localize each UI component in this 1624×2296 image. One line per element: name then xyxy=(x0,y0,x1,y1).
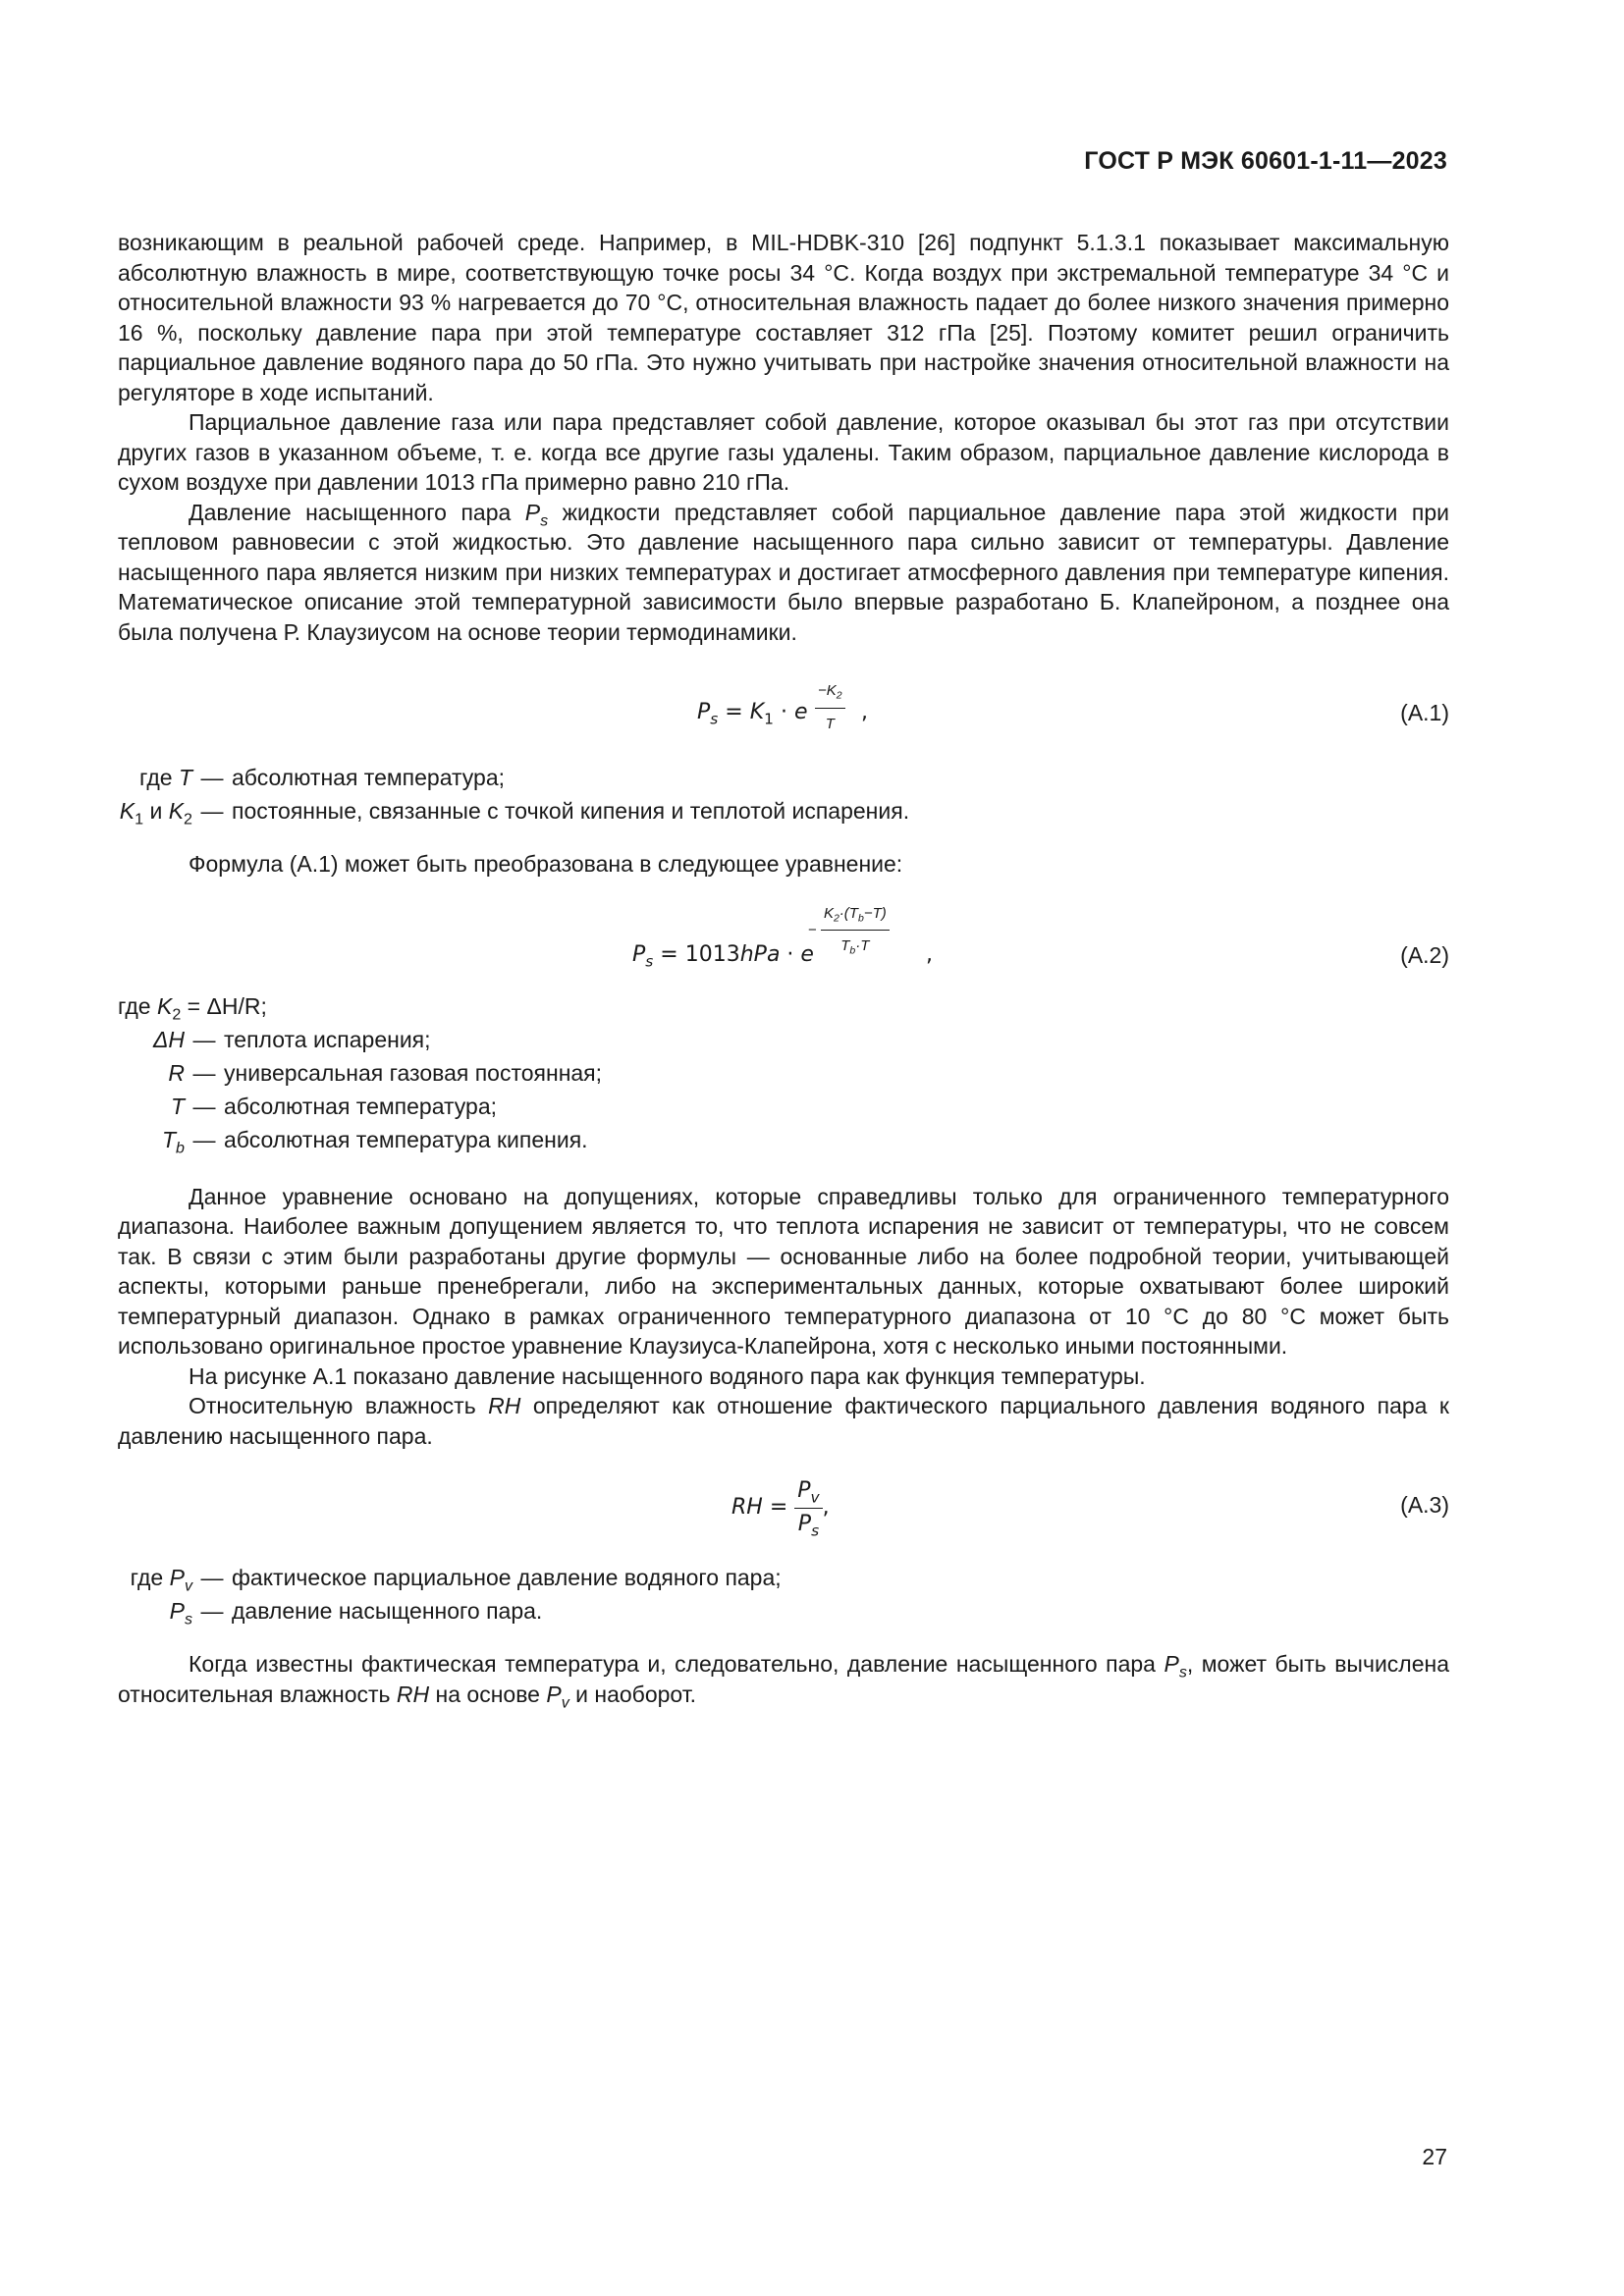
em-dash: — xyxy=(200,1598,224,1624)
paragraph xyxy=(118,1649,1449,1712)
symbol: T xyxy=(872,904,882,922)
em-dash: — xyxy=(192,1059,216,1086)
where-description: давление насыщенного пара. xyxy=(232,1598,543,1624)
symbol: P xyxy=(169,1565,185,1590)
symbol-subscript: b xyxy=(857,912,864,925)
paragraph-text: определяют как отношение фактического парциального давления водяного пара к давлению насыщенного пара. xyxy=(118,1393,1449,1449)
number: 1013 xyxy=(684,941,740,967)
where-description: постоянные, связанные с точкой кипения и теплотой испарения. xyxy=(232,798,910,824)
paragraph-text: жидкости представляет собой парциальное давление пара этой жидкости при тепловом равновесии с этой жидкостью. Это давление насыщенного пара сильно зависит от температуры. Давление насыщенного пара является низким при низких температурах и достигает атмосферного давления при температуре кипения. Математическое описание этой температурной зависимости было впервые разработано Б. Клапейроном, а позднее она была получена Р. Клаузиусом на основе теории термодинамики. xyxy=(118,499,1449,645)
em-dash: — xyxy=(192,1126,216,1152)
symbol: e xyxy=(800,941,814,967)
where-label xyxy=(118,761,192,794)
operator: = xyxy=(762,1494,795,1520)
equation-trail: , xyxy=(926,941,933,967)
operator: · xyxy=(773,700,794,724)
symbol-subscript: 1 xyxy=(764,710,774,728)
where-row xyxy=(118,1090,1449,1123)
symbol-subscript: 2 xyxy=(172,1005,182,1024)
equation-number: (A.3) xyxy=(1400,1492,1449,1518)
operator: · xyxy=(780,941,801,967)
fraction-numerator xyxy=(794,1476,822,1509)
symbol: K xyxy=(156,992,173,1019)
equation-a1-body xyxy=(697,698,808,728)
equation-trail: , xyxy=(822,1494,830,1520)
symbol: P xyxy=(697,700,711,724)
operator: · xyxy=(855,937,861,954)
em-dash: — xyxy=(200,1565,224,1590)
equation-number: (A.1) xyxy=(1400,700,1449,725)
document-header: ГОСТ Р МЭК 60601-1-11—2023 xyxy=(1084,147,1447,175)
where-label xyxy=(118,1594,192,1628)
operator: = xyxy=(653,941,685,967)
em-dash: — xyxy=(200,798,224,824)
operator: ·( xyxy=(839,904,849,922)
operator: ) xyxy=(881,904,887,922)
symbol-subscript: s xyxy=(811,1521,820,1539)
page-body xyxy=(118,228,1449,1712)
where-label: $K_1$ и $K_2$ xyxy=(119,798,192,828)
page-number: 27 xyxy=(1422,2144,1447,2169)
where-row xyxy=(118,761,1449,794)
symbol-subscript: s xyxy=(540,511,549,530)
where-description: теплота испарения; xyxy=(224,1026,431,1052)
paragraph: возникающим в реальной рабочей среде. Например, в MIL-HDBK-310 [26] подпункт 5.1.3.1 показывает максимальную абсолютную влажность в мире, соответствующую точке росы 34 °C. Когда воздух при экстремальной температуре 34 °C и относительной влажности 93 % нагревается до 70 °C, относительная влажность падает до более низкого значения примерно 16 %, поскольку давление пара при этой температуре составляет 312 гПа [25]. Поэтому комитет решил ограничить парциальное давление водяного пара до 50 гПа. Это нужно учитывать при настройке значения относительной влажности на регуляторе в ходе испытаний. xyxy=(118,230,1449,405)
equation-a1-exponent xyxy=(815,676,845,739)
where-description: фактическое парциальное давление водяного пара; xyxy=(232,1565,782,1590)
symbol: P xyxy=(546,1681,562,1707)
where-label: R xyxy=(168,1059,185,1086)
symbol: K xyxy=(119,798,135,824)
paragraph-text: Относительную влажность xyxy=(189,1393,489,1418)
symbol-subscript: s xyxy=(1178,1663,1187,1682)
symbol: P xyxy=(632,941,646,967)
symbol: P xyxy=(169,1598,185,1624)
where-row xyxy=(118,794,1449,828)
symbol-subscript: s xyxy=(645,951,654,970)
symbol: K xyxy=(823,904,834,922)
symbol: e xyxy=(793,700,808,724)
fraction xyxy=(815,676,845,739)
paragraph-text: Когда известны фактическая температура и, следовательно, давление насыщенного пара xyxy=(189,1651,1164,1677)
symbol: T xyxy=(161,1126,177,1152)
where-lead: где xyxy=(138,765,179,790)
operator: − xyxy=(808,921,817,938)
paragraph: Формула (А.1) может быть преобразована в следующее уравнение: xyxy=(189,851,903,877)
where-description: универсальная газовая постоянная; xyxy=(224,1059,603,1086)
where-description: абсолютная температура; xyxy=(224,1093,497,1119)
where-list-a1 xyxy=(118,761,1449,828)
paragraph-text: на основе xyxy=(429,1681,547,1707)
em-dash: — xyxy=(192,1093,216,1119)
symbol: P xyxy=(797,1511,812,1536)
equation-a3 xyxy=(118,1451,1449,1561)
symbol: T xyxy=(178,765,192,790)
paragraph-text: Давление насыщенного пара xyxy=(189,499,525,525)
symbol-subscript: 2 xyxy=(836,689,842,702)
fraction-numerator xyxy=(821,899,890,932)
operator: = xyxy=(718,700,750,724)
equation-a2-body xyxy=(632,940,814,971)
where-list-a3 xyxy=(118,1561,1449,1628)
operator: − xyxy=(818,682,827,699)
equation-a1 xyxy=(118,647,1449,745)
fraction-denominator xyxy=(821,931,890,962)
symbol-subscript: 2 xyxy=(184,810,192,828)
symbol: K xyxy=(168,798,185,824)
symbol-subscript: b xyxy=(176,1139,185,1157)
where-list-a2 xyxy=(118,989,1449,1156)
where-row xyxy=(118,1056,1449,1090)
where-description: абсолютная температура кипения. xyxy=(224,1126,588,1152)
symbol: K xyxy=(749,700,765,724)
where-lead: где xyxy=(118,992,157,1019)
where-definition: = ΔH/R; xyxy=(181,992,267,1019)
equation-a2 xyxy=(118,880,1449,982)
paragraph: Данное уравнение основано на допущениях, которые справедливы только для ограниченного температурного диапазона. Наиболее важным допущением является то, что теплота испарения не зависит от температуры, что не совсем так. В связи с этим были разработаны другие формулы — основанные либо на более подробной теории, учитывающей аспекты, которыми раньше пренебрегали, либо на экспериментальных данных, которые охватывают более широкий температурный диапазон. Однако в рамках ограниченного температурного диапазона от 10 °C до 80 °C может быть использовано оригинальное простое уравнение Клаузиуса-Клапейрона, хотя с несколько иными постоянными. xyxy=(118,1183,1449,1359)
paragraph: Парциальное давление газа или пара представляет собой давление, которое оказывал бы этот газ при отсутствии других газов в указанном объеме, т. е. когда все другие газы удалены. Таким образом, парциальное давление кислорода в сухом воздухе при давлении 1013 гПа примерно равно 210 гПа. xyxy=(118,409,1449,495)
symbol-subscript: s xyxy=(710,710,719,728)
where-row xyxy=(118,1123,1449,1156)
symbol: RH xyxy=(396,1681,430,1707)
where-row xyxy=(118,989,1449,1023)
unit: hPa xyxy=(739,941,781,967)
paragraph: На рисунке А.1 показано давление насыщенного водяного пара как функция температуры. xyxy=(189,1362,1146,1389)
symbol: RH xyxy=(488,1393,521,1418)
symbol: K xyxy=(826,682,837,699)
where-label: T xyxy=(170,1093,185,1119)
symbol: P xyxy=(1164,1651,1179,1677)
fraction xyxy=(794,1476,822,1539)
fraction-denominator xyxy=(794,1509,822,1540)
where-row xyxy=(118,1561,1449,1594)
symbol-subscript: 2 xyxy=(833,912,839,925)
equation-number: (A.2) xyxy=(1400,941,1449,968)
where-lead: где xyxy=(130,1565,170,1590)
symbol: T xyxy=(840,937,850,954)
symbol: P xyxy=(524,499,541,525)
symbol-subscript: s xyxy=(184,1610,192,1629)
equation-trail: , xyxy=(861,700,868,724)
symbol-subscript: v xyxy=(184,1576,192,1595)
symbol: P xyxy=(797,1478,811,1503)
paragraph-text: и наоборот. xyxy=(568,1681,697,1707)
equation-a3-body xyxy=(731,1476,830,1539)
symbol-subscript: v xyxy=(810,1488,820,1507)
where-row xyxy=(118,1023,1449,1056)
fraction-numerator xyxy=(815,676,845,709)
em-dash: — xyxy=(200,765,224,790)
symbol-subscript: b xyxy=(849,944,856,957)
symbol: RH xyxy=(731,1494,763,1520)
em-dash: — xyxy=(192,1026,216,1052)
symbol-subscript: v xyxy=(561,1693,569,1712)
where-label xyxy=(118,1561,192,1594)
symbol: T xyxy=(848,904,858,922)
equation-a2-exponent xyxy=(808,899,890,962)
where-label xyxy=(118,989,267,1023)
where-label xyxy=(118,1123,185,1156)
fraction xyxy=(821,899,890,962)
paragraph-text: , может быть вычислена относительная влажность xyxy=(118,1651,1449,1707)
where-row xyxy=(118,1594,1449,1628)
where-description: абсолютная температура; xyxy=(232,765,505,790)
paragraph xyxy=(118,1391,1449,1451)
paragraph xyxy=(118,498,1449,648)
symbol: T xyxy=(860,937,870,954)
fraction-denominator: T xyxy=(825,715,835,732)
where-label: ΔH xyxy=(152,1026,185,1052)
operator: − xyxy=(863,904,873,922)
symbol-subscript: 1 xyxy=(135,810,144,828)
